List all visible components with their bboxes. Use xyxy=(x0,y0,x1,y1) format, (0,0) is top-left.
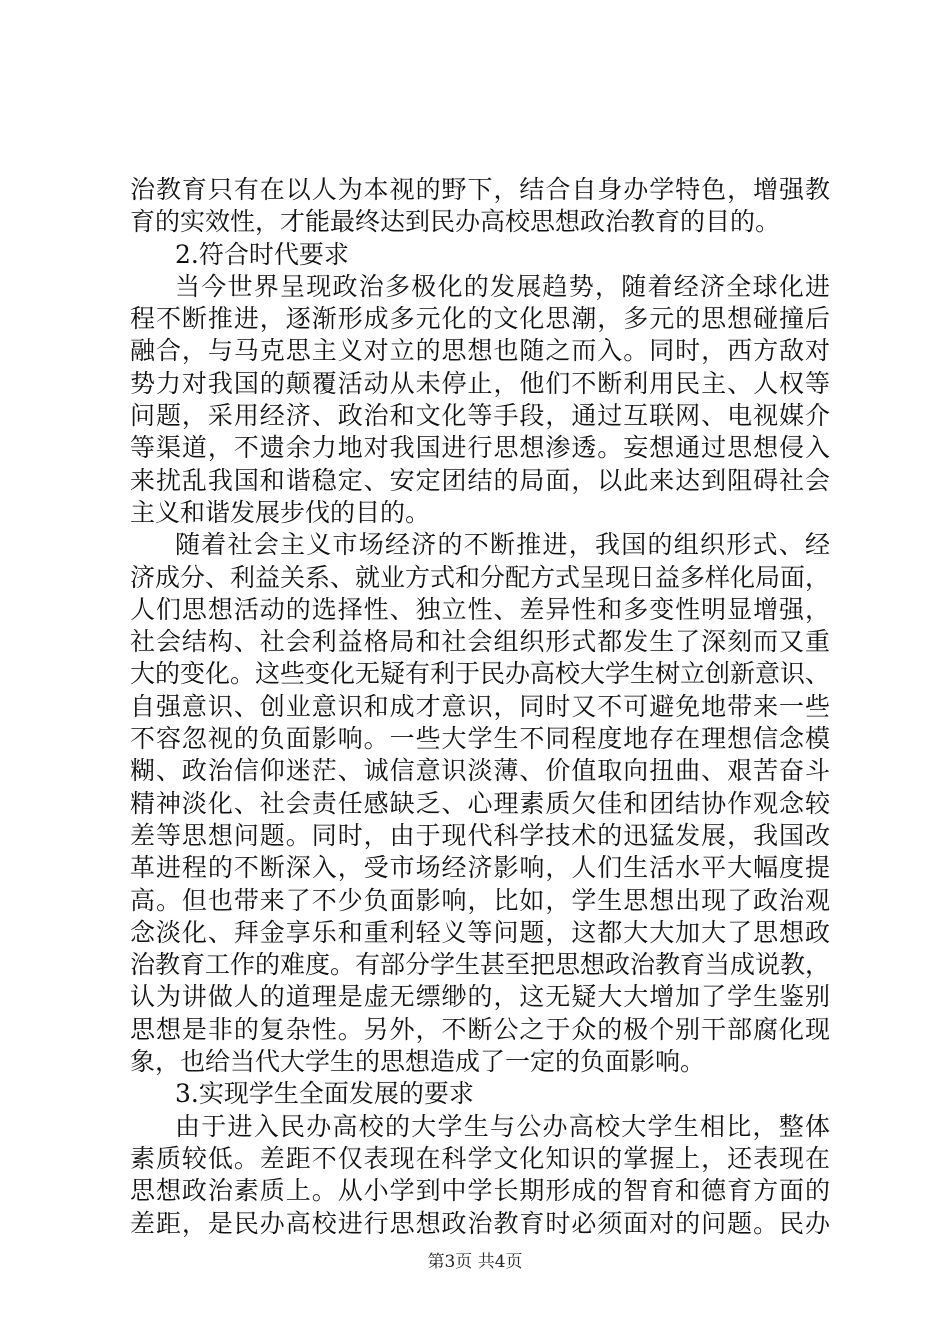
text-line: 高。但也带来了不少负面影响，比如，学生思想出现了政治观 xyxy=(130,885,830,915)
text-line: 不容忽视的负面影响。一些大学生不同程度地存在理想信念模 xyxy=(130,724,830,754)
text-line: 当今世界呈现政治多极化的发展趋势，随着经济全球化进 xyxy=(175,271,830,301)
text-line: 主义和谐发展步伐的目的。 xyxy=(130,497,431,527)
text-line: 素质较低。差距不仅表现在科学文化知识的掌握上，还表现在 xyxy=(130,1143,830,1173)
text-line: 思想政治素质上。从小学到中学长期形成的智育和德育方面的 xyxy=(130,1176,830,1206)
page-footer: 第3页 共4页 xyxy=(427,1252,523,1272)
text-line: 差距，是民办高校进行思想政治教育时必须面对的问题。民办 xyxy=(130,1208,830,1238)
text-line: 等渠道，不遗余力地对我国进行思想渗透。妄想通过思想侵入 xyxy=(130,433,830,463)
text-line: 自强意识、创业意识和成才意识，同时又不可避免地带来一些 xyxy=(130,691,830,721)
text-line: 治教育工作的难度。有部分学生甚至把思想政治教育当成说教， xyxy=(130,950,831,980)
text-line: 育的实效性，才能最终达到民办高校思想政治教育的目的。 xyxy=(130,207,781,237)
text-line: 念淡化、拜金享乐和重利轻义等问题，这都大大加大了思想政 xyxy=(130,917,830,947)
text-line: 济成分、利益关系、就业方式和分配方式呈现日益多样化局面， xyxy=(130,562,831,592)
text-line: 大的变化。这些变化无疑有利于民办高校大学生树立创新意识、 xyxy=(130,659,831,689)
text-line: 治教育只有在以人为本视的野下，结合自身办学特色，增强教 xyxy=(130,175,830,204)
body-text xyxy=(130,174,830,1240)
text-line: 认为讲做人的道理是虚无缥缈的，这无疑大大增加了学生鉴别 xyxy=(130,982,830,1012)
text-line: 由于进入民办高校的大学生与公办高校大学生相比，整体 xyxy=(175,1111,830,1141)
text-line: 革进程的不断深入，受市场经济影响，人们生活水平大幅度提 xyxy=(130,853,830,883)
text-line: 融合，与马克思主义对立的思想也随之而入。同时，西方敌对 xyxy=(130,336,830,366)
text-line: 2.符合时代要求 xyxy=(175,239,349,269)
text-line: 思想是非的复杂性。另外，不断公之于众的极个别干部腐化现 xyxy=(130,1014,830,1044)
text-line: 糊、政治信仰迷茫、诚信意识淡薄、价值取向扭曲、艰苦奋斗 xyxy=(130,756,830,786)
text-line: 问题，采用经济、政治和文化等手段，通过互联网、电视媒介 xyxy=(130,401,830,431)
text-line: 来扰乱我国和谐稳定、安定团结的局面，以此来达到阻碍社会 xyxy=(130,465,830,495)
text-line: 3.实现学生全面发展的要求 xyxy=(175,1079,474,1109)
text-line: 程不断推进，逐渐形成多元化的文化思潮，多元的思想碰撞后 xyxy=(130,304,830,334)
text-line: 社会结构、社会利益格局和社会组织形式都发生了深刻而又重 xyxy=(130,627,830,657)
text-line: 象，也给当代大学生的思想造成了一定的负面影响。 xyxy=(130,1047,706,1077)
text-line: 精神淡化、社会责任感缺乏、心理素质欠佳和团结协作观念较 xyxy=(130,788,830,818)
text-line: 差等思想问题。同时，由于现代科学技术的迅猛发展，我国改 xyxy=(130,820,830,850)
text-line: 势力对我国的颠覆活动从未停止，他们不断利用民主、人权等 xyxy=(130,368,830,398)
text-line: 人们思想活动的选择性、独立性、差异性和多变性明显增强， xyxy=(130,594,830,624)
text-line: 随着社会主义市场经济的不断推进，我国的组织形式、经 xyxy=(175,530,830,560)
